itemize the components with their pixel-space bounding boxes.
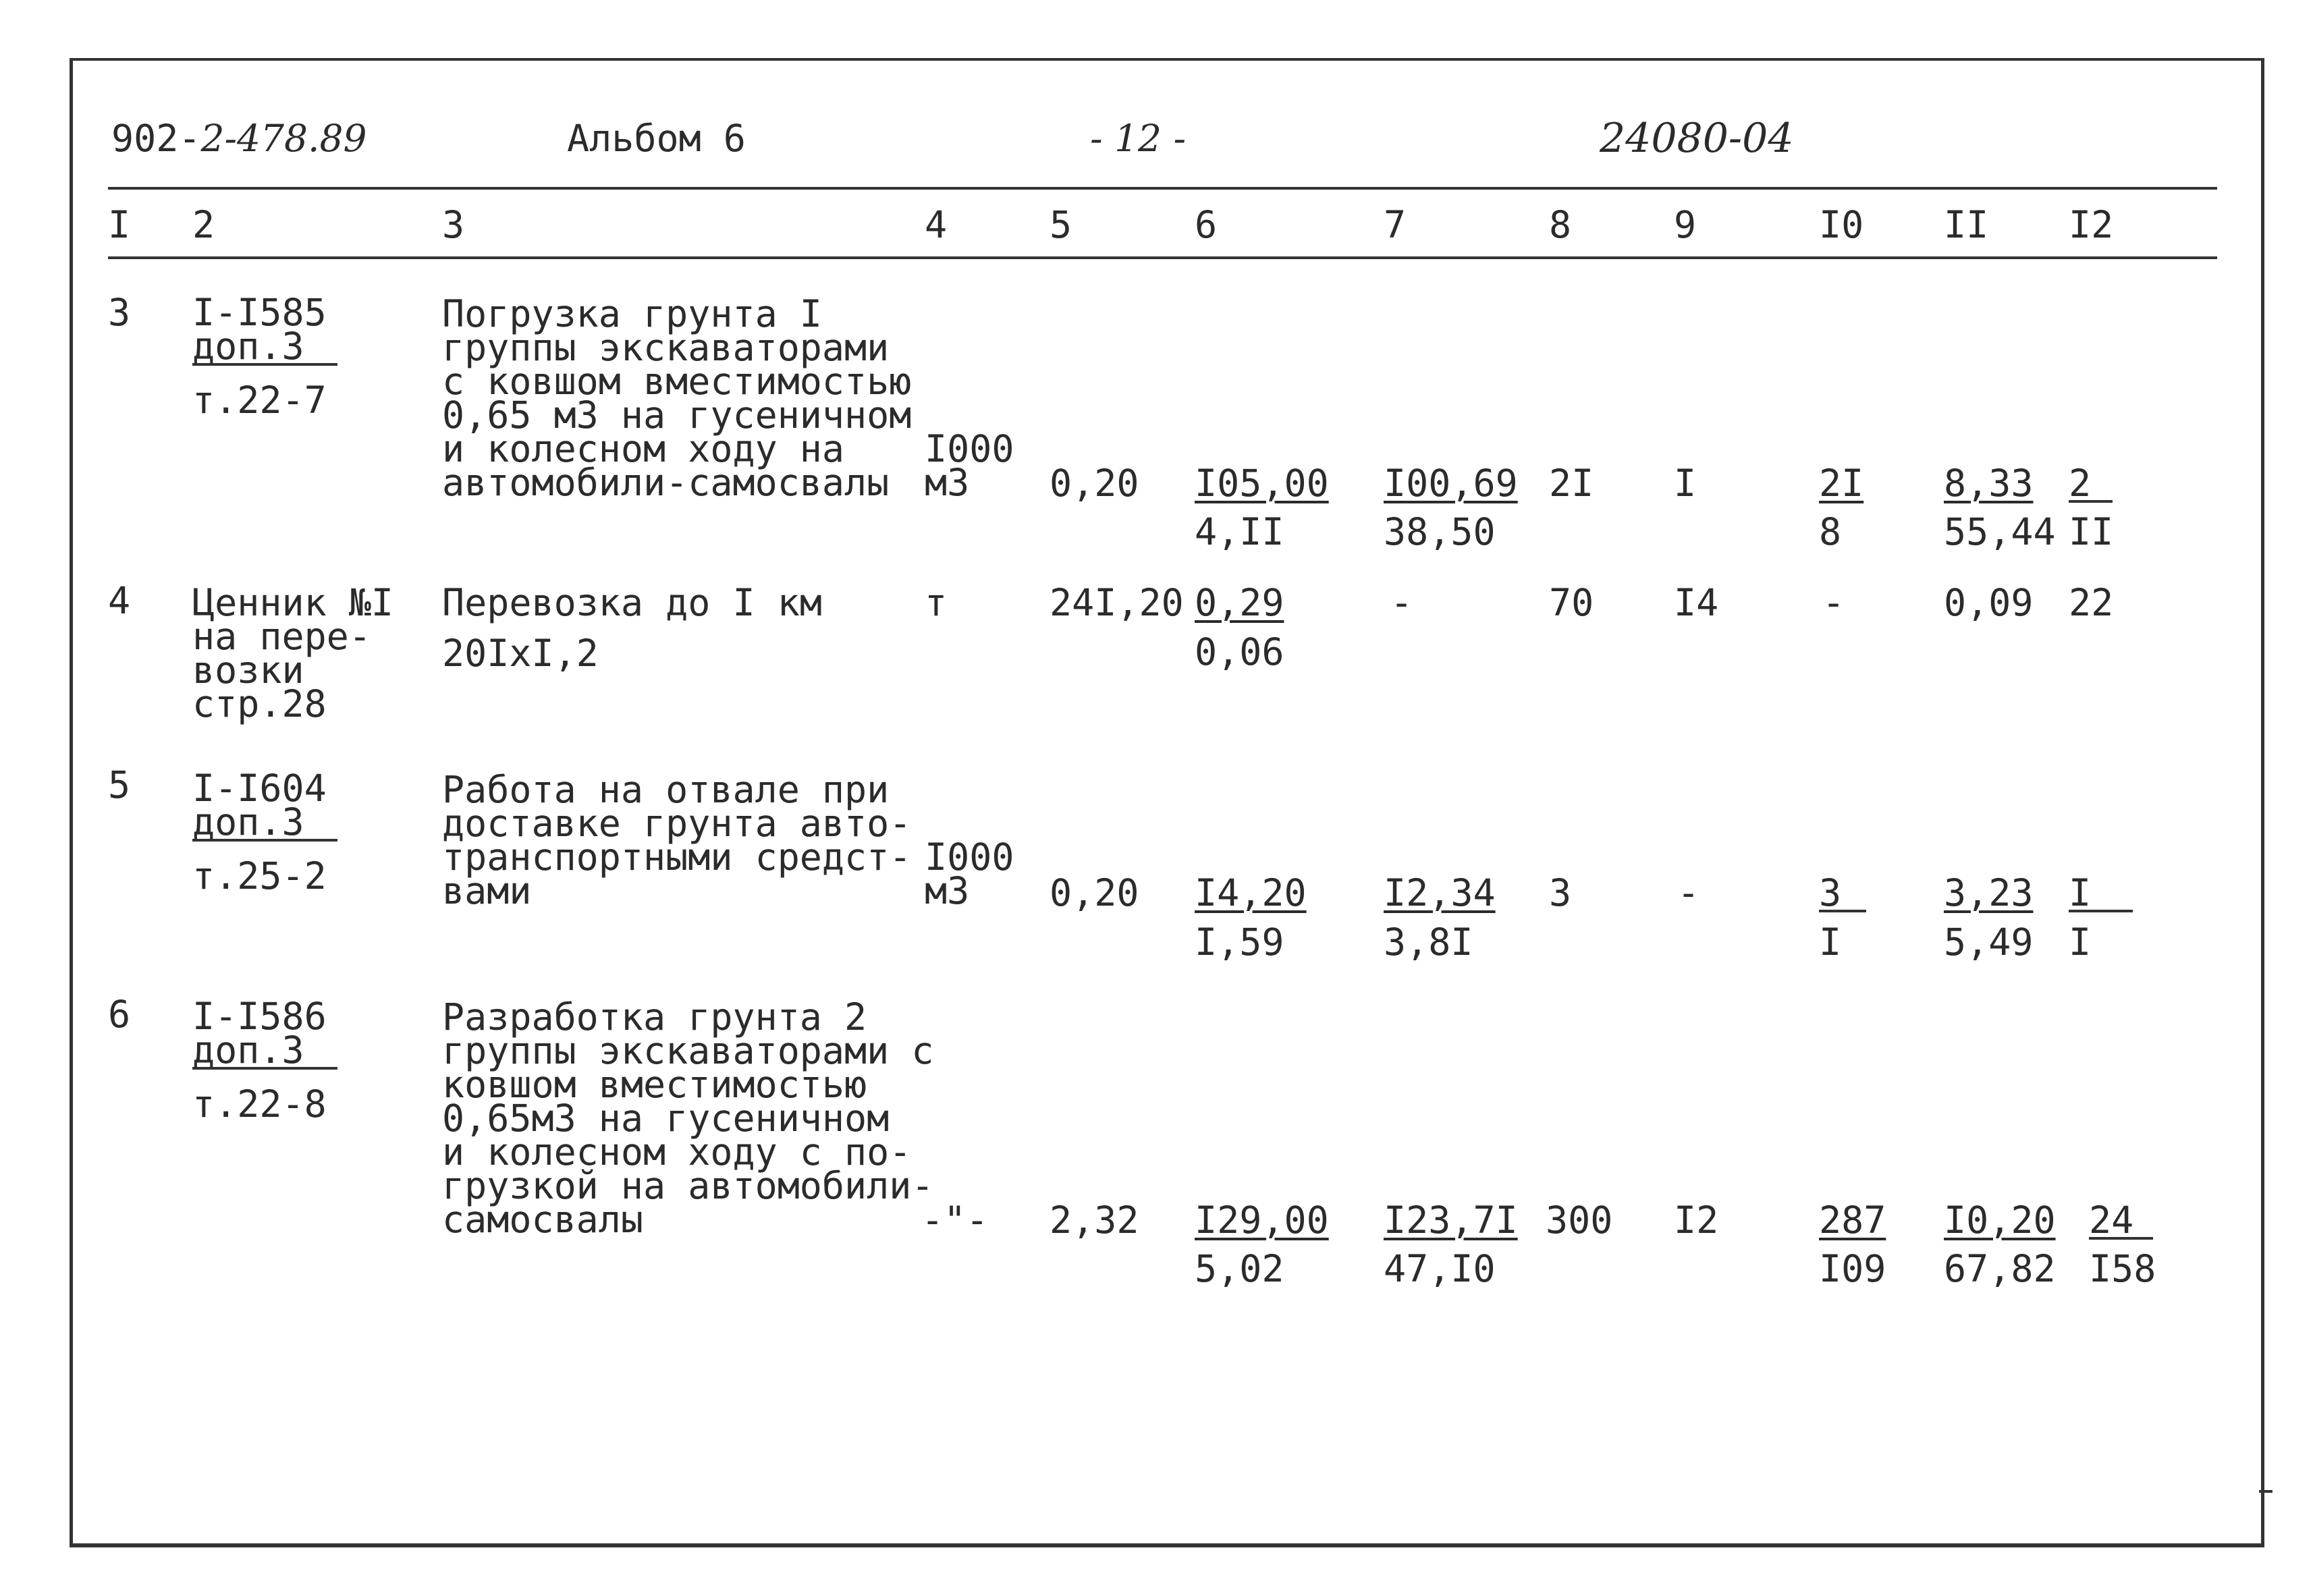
row-number: 3 [108, 291, 131, 334]
total-cost-bottom: 38,50 [1384, 510, 1496, 553]
norm-code: Ценник №I на пере- возки стр.28 [192, 581, 394, 725]
sheet-frame [70, 58, 2264, 1547]
column-number: I2 [2069, 203, 2114, 246]
unit-cost-bottom: 5,02 [1195, 1247, 1284, 1290]
unit-cost-bottom: I,59 [1195, 920, 1284, 964]
col10-bottom: I [1819, 920, 1842, 964]
col12-bottom: I58 [2089, 1247, 2156, 1290]
header-rule-bottom [108, 256, 2217, 259]
col9-value: I [1674, 462, 1697, 505]
total-cost-top: I23,7I [1384, 1199, 1518, 1242]
col10-bottom: 8 [1819, 510, 1842, 553]
total-cost-top: I2,34 [1384, 871, 1496, 914]
unit-cost-bottom: 0,06 [1195, 630, 1284, 673]
column-number: 2 [192, 203, 215, 246]
column-number: 7 [1384, 203, 1407, 246]
col10-bottom: I09 [1819, 1247, 1886, 1290]
norm-ref: доп.3 [192, 803, 337, 842]
unit: I000 м3 [925, 427, 1014, 504]
column-number: II [1944, 203, 1989, 246]
col9-value: I2 [1674, 1199, 1719, 1242]
unit-cost-top: I05,00 [1195, 462, 1329, 505]
work-description: Разработка грунта 2 группы экскаваторами с ковшом вместимостью 0,65м3 на гусеничном и колесном ходу с по- грузкой на автомобили- самосвалы [442, 995, 934, 1241]
col8-value: 300 [1546, 1199, 1613, 1242]
work-description: Погрузка грунта I группы экскаваторами с ковшом вместимостью 0,65 м3 на гусеничном и колесном ходу на автомобили-самосвалы [442, 292, 912, 504]
row-number: 6 [108, 993, 131, 1036]
column-number: 8 [1549, 203, 1572, 246]
total-cost-bottom: 3,8I [1384, 920, 1473, 964]
frame-edge-mark [2259, 1490, 2273, 1493]
col10-top: 287 [1819, 1199, 1886, 1242]
col11-top: 3,23 [1944, 871, 2034, 914]
work-description: Перевозка до I км [442, 581, 822, 624]
col12-bottom: I [2069, 920, 2092, 964]
header-page-number: - 12 - [1090, 117, 1187, 160]
total-cost-bottom: 47,I0 [1384, 1247, 1496, 1290]
unit-cost-top: I4,20 [1195, 871, 1307, 914]
col9-value: - [1677, 871, 1700, 914]
norm-table: т.25-2 [192, 854, 327, 898]
column-number: 9 [1674, 203, 1697, 246]
col8-value: 70 [1549, 581, 1594, 624]
norm-code: I-I585 [192, 291, 327, 334]
formula: 20IxI,2 [442, 632, 599, 675]
header-album: Альбом 6 [567, 117, 746, 160]
column-number: 6 [1195, 203, 1218, 246]
column-number: 5 [1050, 203, 1072, 246]
column-number: 3 [442, 203, 465, 246]
col10-top: 3 [1819, 874, 1866, 912]
col12-top: 2 [2069, 464, 2113, 503]
unit: -"- [921, 1199, 989, 1242]
quantity: 24I,20 [1050, 581, 1184, 624]
unit: т [925, 581, 948, 624]
row-number: 5 [108, 763, 131, 806]
norm-code: I-I586 [192, 995, 327, 1038]
col10-top: 2I [1819, 462, 1864, 505]
total-cost-top: I00,69 [1384, 462, 1518, 505]
col12-bottom: II [2069, 510, 2114, 553]
total-cost: - [1390, 581, 1413, 624]
col11-bottom: 5,49 [1944, 920, 2034, 964]
col12-top: 24 [2089, 1201, 2153, 1240]
column-number: I [108, 203, 131, 246]
quantity: 0,20 [1050, 871, 1139, 914]
column-number: 4 [925, 203, 948, 246]
column-number: I0 [1819, 203, 1864, 246]
col9-value: I4 [1674, 581, 1719, 624]
col8-value: 3 [1549, 871, 1572, 914]
col8-value: 2I [1549, 462, 1594, 505]
col12-top: I [2069, 874, 2133, 912]
work-description: Работа на отвале при доставке грунта авто- транспортными средст- вами [442, 768, 912, 912]
col10-value: - [1822, 581, 1845, 624]
norm-table: т.22-7 [192, 379, 327, 422]
norm-table: т.22-8 [192, 1082, 327, 1126]
unit-cost-top: I29,00 [1195, 1199, 1329, 1242]
unit-cost-top: 0,29 [1195, 581, 1284, 624]
col11-bottom: 55,44 [1944, 510, 2056, 553]
unit-cost-bottom: 4,II [1195, 510, 1284, 553]
row-number: 4 [108, 579, 131, 622]
norm-ref: доп.3 [192, 1031, 337, 1070]
header-doc-code: 24080-04 [1600, 115, 1794, 162]
col11-top: I0,20 [1944, 1199, 2056, 1242]
header-rule-top [108, 187, 2217, 190]
unit: I000 м3 [925, 835, 1014, 912]
quantity: 0,20 [1050, 462, 1139, 505]
quantity: 2,32 [1050, 1199, 1139, 1242]
col11-value: 0,09 [1944, 581, 2034, 624]
col11-top: 8,33 [1944, 462, 2034, 505]
norm-code: I-I604 [192, 767, 327, 810]
col11-bottom: 67,82 [1944, 1247, 2056, 1290]
header-series: 902-2-478.89 [111, 117, 367, 160]
col12-value: 22 [2069, 581, 2114, 624]
norm-ref: доп.3 [192, 327, 337, 366]
